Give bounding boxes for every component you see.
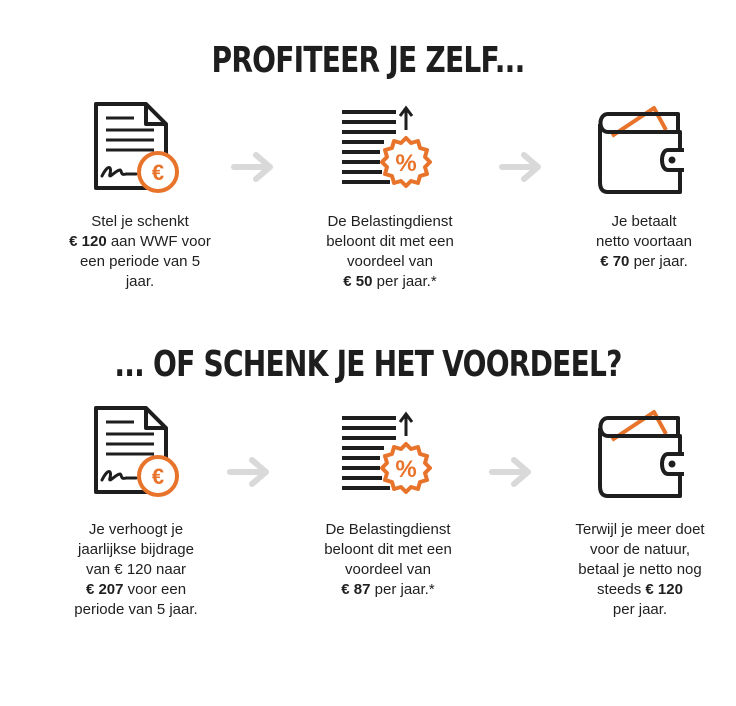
caption-text: beloont dit met een — [326, 233, 454, 250]
tax-percent-icon — [338, 410, 438, 506]
step-caption-2-2 — [288, 520, 488, 600]
svg-text:%: % — [395, 150, 417, 177]
section-1-title: PROFITEER JE ZELF... — [211, 40, 525, 81]
caption-amount: € 207 — [85, 581, 124, 598]
step-caption-1-2 — [290, 212, 490, 292]
arrow-right-icon — [230, 150, 276, 184]
caption-line — [36, 560, 236, 580]
caption-line — [288, 560, 488, 580]
caption-line — [288, 580, 488, 600]
caption-line — [290, 252, 490, 272]
caption-line — [544, 212, 736, 232]
caption-line — [540, 540, 736, 560]
caption-text: Terwijl je meer doet — [575, 521, 705, 538]
caption-line — [290, 232, 490, 252]
caption-amount: € 120 — [645, 581, 683, 598]
caption-amount: € 70 — [600, 253, 630, 270]
caption-amount: € 50 — [343, 273, 373, 290]
caption-line — [290, 272, 490, 292]
document-euro-icon — [88, 100, 188, 196]
arrow-right-icon — [498, 150, 544, 184]
caption-amount: € 87 — [341, 581, 371, 598]
caption-line — [540, 560, 736, 580]
caption-line — [36, 540, 236, 560]
caption-line — [540, 600, 736, 620]
caption-text: De Belastingdienst — [327, 213, 453, 230]
caption-text: betaal je netto nog — [578, 561, 702, 578]
caption-line — [36, 520, 236, 540]
caption-text: Je verhoogt je — [88, 521, 184, 538]
caption-line — [540, 520, 736, 540]
caption-text: voordeel van — [345, 561, 431, 578]
caption-text: De Belastingdienst — [325, 521, 451, 538]
caption-text: steeds — [597, 581, 646, 598]
caption-line — [288, 540, 488, 560]
step-caption-1-3 — [544, 212, 736, 272]
arrow-right-icon — [226, 455, 272, 489]
caption-text: jaar. — [125, 273, 155, 290]
section-2-title: ... OF SCHENK JE HET VOORDEEL? — [114, 344, 622, 385]
document-euro-icon — [88, 404, 188, 500]
step-caption-1-1 — [40, 212, 240, 292]
caption-text: voordeel van — [347, 253, 433, 270]
caption-text: aan WWF voor — [106, 233, 211, 250]
step-caption-2-3 — [540, 520, 736, 620]
caption-line — [36, 580, 236, 600]
caption-text: Stel je schenkt — [91, 213, 189, 230]
caption-text: beloont dit met een — [324, 541, 452, 558]
caption-text: per jaar. — [629, 253, 688, 270]
caption-line — [544, 252, 736, 272]
caption-text: netto voortaan — [596, 233, 692, 250]
svg-text:€: € — [151, 464, 165, 489]
caption-text: per jaar.* — [372, 273, 437, 290]
caption-text: per jaar. — [612, 601, 668, 618]
caption-line — [288, 520, 488, 540]
caption-text: Je betaalt — [611, 213, 677, 230]
caption-line — [40, 232, 240, 252]
caption-line — [290, 212, 490, 232]
caption-line — [540, 580, 736, 600]
caption-text: per jaar.* — [370, 581, 435, 598]
tax-percent-icon — [338, 104, 438, 200]
caption-line — [40, 212, 240, 232]
caption-text: van € 120 naar — [85, 561, 187, 578]
caption-line — [40, 252, 240, 272]
caption-line — [544, 232, 736, 252]
caption-amount: € 120 — [69, 233, 107, 250]
svg-text:%: % — [395, 456, 417, 483]
caption-text: voor een — [123, 581, 187, 598]
wallet-icon — [594, 102, 694, 198]
caption-line — [40, 272, 240, 292]
caption-line — [36, 600, 236, 620]
arrow-right-icon — [488, 455, 534, 489]
caption-text: voor de natuur, — [589, 541, 691, 558]
wallet-icon — [594, 406, 694, 502]
caption-text: jaarlijkse bijdrage — [78, 541, 194, 558]
caption-text: een periode van 5 — [79, 253, 201, 270]
svg-text:€: € — [151, 160, 165, 185]
caption-text: periode van 5 jaar. — [74, 601, 198, 618]
step-caption-2-1 — [36, 520, 236, 620]
